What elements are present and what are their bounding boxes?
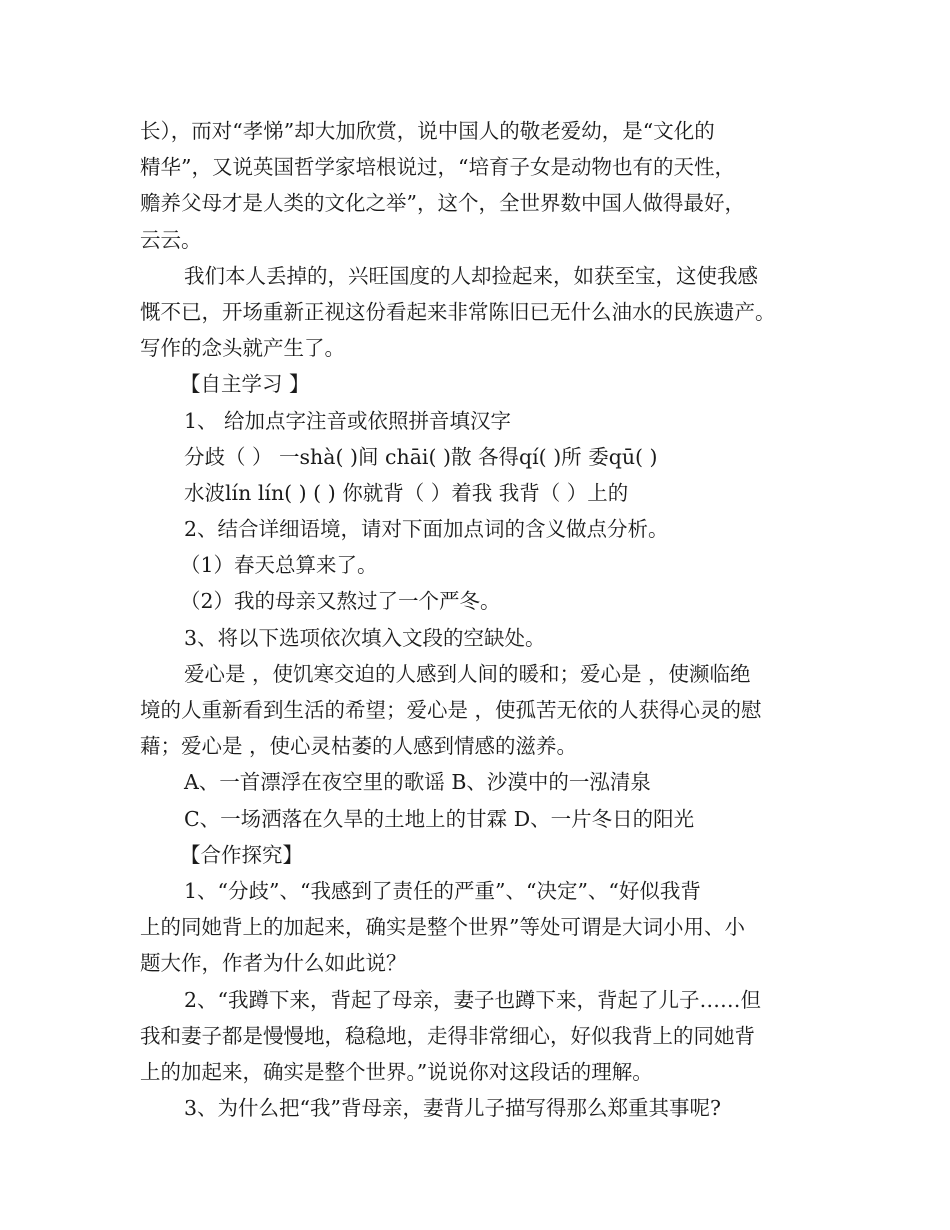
question-1-start: 1、“分歧”、“我感到了责任的严重”、“决定”、“好似我背 [184,878,701,903]
exercise-3-passage: 爱心是 ，使饥寒交迫的人感到人间的暖和；爱心是 ，使濒临绝 [184,661,751,686]
exercise-1-title: 1、 给加点字注音或依照拼音填汉字 [184,408,512,433]
question-3: 3、为什么把“我”背母亲，妻背儿子描写得那么郑重其事呢? [184,1096,721,1121]
section-heading-self-study: 【自主学习 】 [180,372,310,397]
exercise-3-title: 3、将以下选项依次填入文段的空缺处。 [184,625,546,650]
text-line: 精华”，又说英国哲学家培根说过，“培育子女是动物也有的天性， [140,155,735,180]
text-line: 写作的念头就产生了。 [140,336,345,361]
exercise-1-line-2: 水波lín lín( ) ( ) 你就背（ ）着我 我背（ ）上的 [184,480,629,505]
text-line: 慨不已，开场重新正视这份看起来非常陈旧已无什么油水的民族遗产。 [140,299,776,324]
exercise-2-item-2: （2）我的母亲又熬过了一个严冬。 [180,589,501,614]
text-line: 上的同她背上的加起来，确实是整个世界”等处可谓是大词小用、小 [140,915,745,940]
text-line: 题大作，作者为什么如此说？ [140,951,407,976]
exercise-3-options-cd: C、一场洒落在久旱的土地上的甘霖 D、一片冬日的阳光 [184,806,695,831]
text-line: 长），而对“孝悌”却大加欣赏，说中国人的敬老爱幼，是“文化的 [140,119,715,143]
exercise-3-options-ab: A、一首漂浮在夜空里的歌谣 B、沙漠中的一泓清泉 [184,770,651,795]
exercise-2-title: 2、结合详细语境，请对下面加点词的含义做点分析。 [184,517,669,542]
exercise-2-item-1: （1）春天总算来了。 [180,553,378,578]
text-line: 藉；爱心是 ，使心灵枯萎的人感到情感的滋养。 [140,734,578,759]
text-line: 云云。 [140,227,202,252]
text-line: 我和妻子都是慢慢地，稳稳地，走得非常细心，好似我背上的同她背 [140,1023,755,1048]
text-line: 赡养父母才是人类的文化之举”，这个，全世界数中国人做得最好， [140,191,745,216]
section-heading-cooperation: 【合作探究】 [180,842,303,867]
text-line: 境的人重新看到生活的希望；爱心是 ，使孤苦无依的人获得心灵的慰 [140,698,762,722]
paragraph-start: 我们本人丢掉的，兴旺国度的人却捡起来，如获至宝，这使我感 [184,263,758,288]
document-page [140,113,820,1126]
exercise-1-line-1: 分歧（ ） 一shà( )间 chāi( )散 各得qí( )所 委qū( ) [184,444,658,469]
text-line: 上的加起来，确实是整个世界。”说说你对这段话的理解。 [140,1059,653,1084]
question-2-start: 2、“我蹲下来，背起了母亲，妻子也蹲下来，背起了儿子……但 [184,987,762,1012]
